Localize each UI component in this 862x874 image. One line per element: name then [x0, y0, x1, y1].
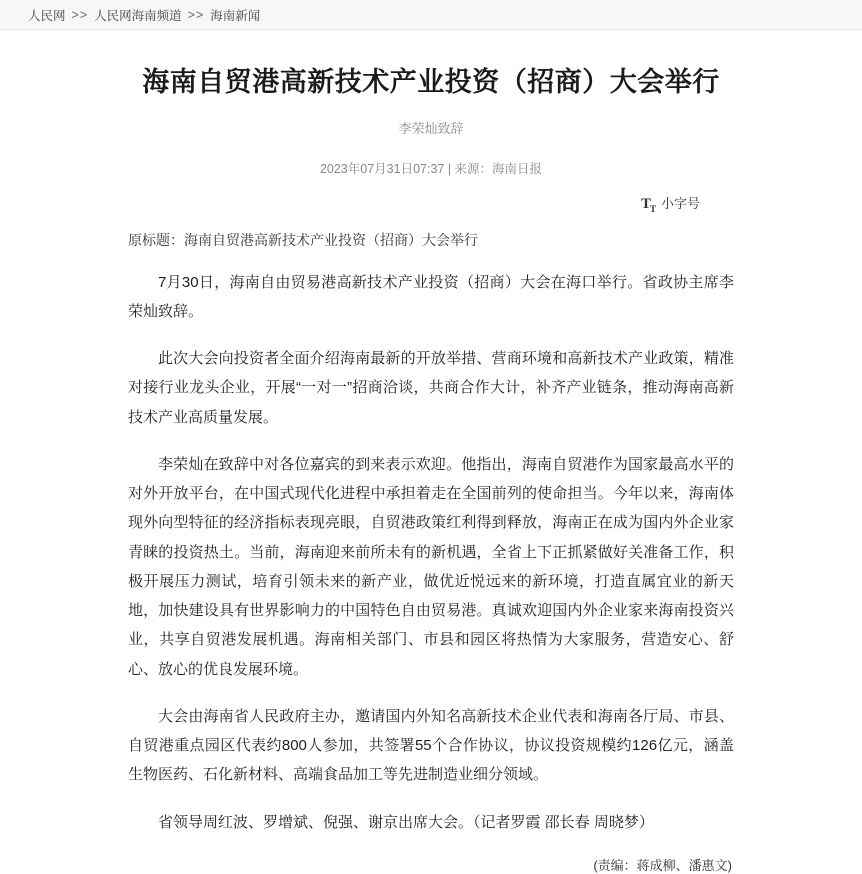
article-meta: 2023年07月31日07:37 | 来源：海南日报	[319, 162, 543, 177]
font-size-toggle[interactable]	[641, 193, 700, 214]
page-title: 海南自贸港高新技术产业投资（招商）大会举行	[142, 67, 720, 97]
article-paragraph: 省领导周红波、罗增斌、倪强、谢京出席大会。（记者罗霞 邵长春 周晓梦）	[158, 813, 654, 831]
breadcrumb-separator: >>	[187, 7, 205, 22]
article-subtitle: 李荣灿致辞	[398, 121, 464, 137]
breadcrumb-item-0[interactable]: 人民网	[28, 8, 66, 23]
article-body	[128, 268, 734, 837]
editor-credit: (责编：蒋成柳、潘惠文)	[593, 857, 732, 873]
font-size-label: 小字号	[660, 196, 700, 212]
breadcrumb	[0, 0, 862, 30]
font-size-row	[128, 193, 734, 214]
breadcrumb-separator: >>	[71, 7, 89, 22]
article-paragraph: 李荣灿在致辞中对各位嘉宾的到来表示欢迎。他指出，海南自贸港作为国家最高水平的对外开放平台，在中国式现代化进程中承担着走在全国前列的使命担当。今年以来，海南体现外向型特征的经济指标表现亮眼，自贸港政策红利得到释放，海南正在成为国内外企业家青睐的投资热土。当前，海南迎来前所未有的新机遇，全省上下正抓紧做好关准备工作，积极开展压力测试，培育引领未来的新产业，做优近悦远来的新环境，打造直属宜业的新天地，加快建设具有世界影响力的中国特色自由贸易港。真诚欢迎国内外企业家来海南投资兴业，共享自贸港发展机遇。海南相关部门、市县和园区将热情为大家服务，营造安心、舒心、放心的优良发展环境。	[128, 455, 734, 678]
article-paragraph: 7月30日，海南自由贸易港高新技术产业投资（招商）大会在海口举行。省政协主席李荣灿致辞。	[128, 273, 734, 320]
article-container	[0, 64, 862, 874]
article-paragraph: 此次大会向投资者全面介绍海南最新的开放举措、营商环境和高新技术产业政策，精准对接行业龙头企业，开展“一对一”招商洽谈，共商合作大计，补齐产业链条，推动海南高新技术产业高质量发展。	[128, 350, 734, 426]
breadcrumb-item-1[interactable]: 人民网海南频道	[94, 8, 182, 23]
article-paragraph: 大会由海南省人民政府主办，邀请国内外知名高新技术企业代表和海南各厅局、市县、自贸港重点园区代表约800人参加，共签署55个合作协议，协议投资规模约126亿元，涵盖生物医药、石化新材料、高端食品加工等先进制造业细分领域。	[128, 707, 734, 784]
breadcrumb-item-2[interactable]: 海南新闻	[210, 8, 261, 23]
text-size-icon: $T_T$	[640, 196, 655, 215]
original-title: 原标题：海南自贸港高新技术产业投资（招商）大会举行	[128, 232, 478, 249]
